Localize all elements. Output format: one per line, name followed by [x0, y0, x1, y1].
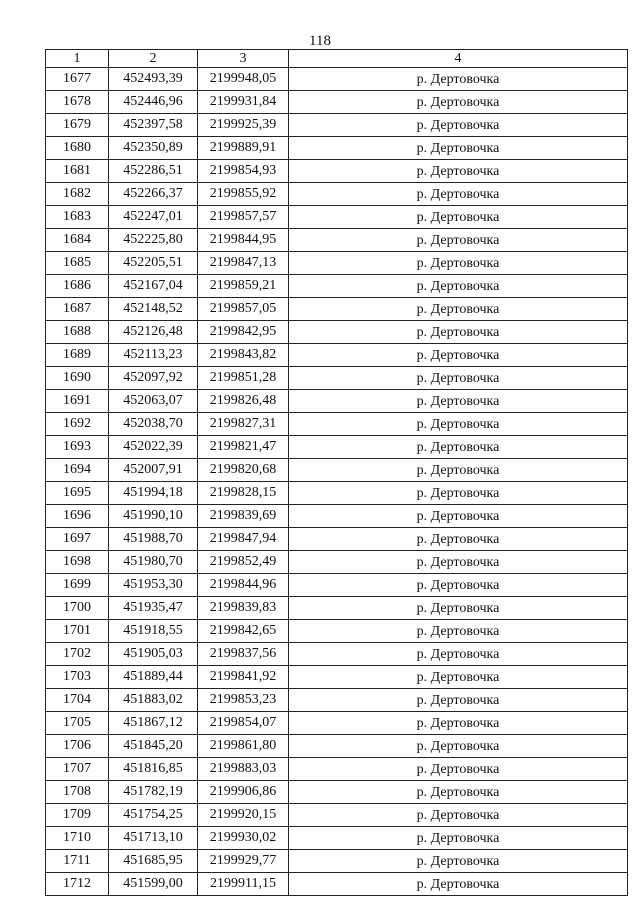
y-coordinate-cell: 2199855,92 [198, 183, 289, 206]
table-row [46, 643, 628, 666]
x-coordinate-cell: 452205,51 [109, 252, 198, 275]
x-coordinate-cell: 451994,18 [109, 482, 198, 505]
object-name-cell: р. Дертовочка [289, 597, 628, 620]
point-number-cell: 1687 [46, 298, 109, 321]
table-row [46, 459, 628, 482]
point-number-cell: 1688 [46, 321, 109, 344]
point-number-cell: 1693 [46, 436, 109, 459]
point-number-cell: 1692 [46, 413, 109, 436]
y-coordinate-cell: 2199826,48 [198, 390, 289, 413]
y-coordinate-cell: 2199847,94 [198, 528, 289, 551]
table-row [46, 505, 628, 528]
table-row [46, 689, 628, 712]
y-coordinate-cell: 2199925,39 [198, 114, 289, 137]
point-number-cell: 1697 [46, 528, 109, 551]
x-coordinate-cell: 452350,89 [109, 137, 198, 160]
y-coordinate-cell: 2199842,65 [198, 620, 289, 643]
x-coordinate-cell: 451685,95 [109, 850, 198, 873]
y-coordinate-cell: 2199948,05 [198, 68, 289, 91]
point-number-cell: 1679 [46, 114, 109, 137]
x-coordinate-cell: 451905,03 [109, 643, 198, 666]
x-coordinate-cell: 451889,44 [109, 666, 198, 689]
object-name-cell: р. Дертовочка [289, 850, 628, 873]
object-name-cell: р. Дертовочка [289, 643, 628, 666]
object-name-cell: р. Дертовочка [289, 804, 628, 827]
x-coordinate-cell: 451935,47 [109, 597, 198, 620]
object-name-cell: р. Дертовочка [289, 505, 628, 528]
x-coordinate-cell: 452038,70 [109, 413, 198, 436]
y-coordinate-cell: 2199837,56 [198, 643, 289, 666]
y-coordinate-cell: 2199828,15 [198, 482, 289, 505]
y-coordinate-cell: 2199861,80 [198, 735, 289, 758]
y-coordinate-cell: 2199827,31 [198, 413, 289, 436]
x-coordinate-cell: 452007,91 [109, 459, 198, 482]
point-number-cell: 1705 [46, 712, 109, 735]
point-number-cell: 1702 [46, 643, 109, 666]
column-header-3: 3 [198, 50, 289, 68]
x-coordinate-cell: 452097,92 [109, 367, 198, 390]
point-number-cell: 1699 [46, 574, 109, 597]
object-name-cell: р. Дертовочка [289, 459, 628, 482]
point-number-cell: 1691 [46, 390, 109, 413]
table-row [46, 183, 628, 206]
object-name-cell: р. Дертовочка [289, 436, 628, 459]
point-number-cell: 1690 [46, 367, 109, 390]
y-coordinate-cell: 2199847,13 [198, 252, 289, 275]
object-name-cell: р. Дертовочка [289, 666, 628, 689]
y-coordinate-cell: 2199854,07 [198, 712, 289, 735]
x-coordinate-cell: 451713,10 [109, 827, 198, 850]
x-coordinate-cell: 452126,48 [109, 321, 198, 344]
table-row [46, 735, 628, 758]
y-coordinate-cell: 2199821,47 [198, 436, 289, 459]
table-row [46, 206, 628, 229]
table-row [46, 390, 628, 413]
table-row [46, 436, 628, 459]
x-coordinate-cell: 452286,51 [109, 160, 198, 183]
y-coordinate-cell: 2199889,91 [198, 137, 289, 160]
table-row [46, 298, 628, 321]
x-coordinate-cell: 451867,12 [109, 712, 198, 735]
point-number-cell: 1708 [46, 781, 109, 804]
object-name-cell: р. Дертовочка [289, 321, 628, 344]
point-number-cell: 1689 [46, 344, 109, 367]
x-coordinate-cell: 452022,39 [109, 436, 198, 459]
column-header-2: 2 [109, 50, 198, 68]
x-coordinate-cell: 451918,55 [109, 620, 198, 643]
page-number: 118 [309, 33, 331, 49]
x-coordinate-cell: 452493,39 [109, 68, 198, 91]
object-name-cell: р. Дертовочка [289, 275, 628, 298]
object-name-cell: р. Дертовочка [289, 160, 628, 183]
object-name-cell: р. Дертовочка [289, 68, 628, 91]
x-coordinate-cell: 452148,52 [109, 298, 198, 321]
table-row [46, 551, 628, 574]
y-coordinate-cell: 2199853,23 [198, 689, 289, 712]
table-row [46, 482, 628, 505]
point-number-cell: 1701 [46, 620, 109, 643]
x-coordinate-cell: 452167,04 [109, 275, 198, 298]
object-name-cell: р. Дертовочка [289, 758, 628, 781]
object-name-cell: р. Дертовочка [289, 574, 628, 597]
table-body [46, 68, 628, 896]
point-number-cell: 1703 [46, 666, 109, 689]
point-number-cell: 1681 [46, 160, 109, 183]
column-header-4: 4 [289, 50, 628, 68]
table-row [46, 321, 628, 344]
y-coordinate-cell: 2199820,68 [198, 459, 289, 482]
object-name-cell: р. Дертовочка [289, 114, 628, 137]
point-number-cell: 1684 [46, 229, 109, 252]
table-row [46, 344, 628, 367]
table-row [46, 413, 628, 436]
y-coordinate-cell: 2199839,83 [198, 597, 289, 620]
table-row [46, 91, 628, 114]
y-coordinate-cell: 2199839,69 [198, 505, 289, 528]
table-row [46, 827, 628, 850]
point-number-cell: 1710 [46, 827, 109, 850]
point-number-cell: 1698 [46, 551, 109, 574]
object-name-cell: р. Дертовочка [289, 91, 628, 114]
y-coordinate-cell: 2199844,96 [198, 574, 289, 597]
y-coordinate-cell: 2199852,49 [198, 551, 289, 574]
coordinates-table [45, 49, 628, 896]
object-name-cell: р. Дертовочка [289, 620, 628, 643]
table-row [46, 620, 628, 643]
y-coordinate-cell: 2199931,84 [198, 91, 289, 114]
object-name-cell: р. Дертовочка [289, 252, 628, 275]
object-name-cell: р. Дертовочка [289, 712, 628, 735]
point-number-cell: 1700 [46, 597, 109, 620]
y-coordinate-cell: 2199844,95 [198, 229, 289, 252]
y-coordinate-cell: 2199842,95 [198, 321, 289, 344]
point-number-cell: 1706 [46, 735, 109, 758]
y-coordinate-cell: 2199857,05 [198, 298, 289, 321]
x-coordinate-cell: 452225,80 [109, 229, 198, 252]
x-coordinate-cell: 451953,30 [109, 574, 198, 597]
y-coordinate-cell: 2199883,03 [198, 758, 289, 781]
y-coordinate-cell: 2199859,21 [198, 275, 289, 298]
object-name-cell: р. Дертовочка [289, 781, 628, 804]
object-name-cell: р. Дертовочка [289, 137, 628, 160]
y-coordinate-cell: 2199841,92 [198, 666, 289, 689]
point-number-cell: 1686 [46, 275, 109, 298]
table-row [46, 275, 628, 298]
point-number-cell: 1707 [46, 758, 109, 781]
y-coordinate-cell: 2199920,15 [198, 804, 289, 827]
x-coordinate-cell: 452113,23 [109, 344, 198, 367]
table-row [46, 758, 628, 781]
object-name-cell: р. Дертовочка [289, 735, 628, 758]
point-number-cell: 1683 [46, 206, 109, 229]
object-name-cell: р. Дертовочка [289, 482, 628, 505]
x-coordinate-cell: 452063,07 [109, 390, 198, 413]
point-number-cell: 1704 [46, 689, 109, 712]
table-row [46, 367, 628, 390]
y-coordinate-cell: 2199843,82 [198, 344, 289, 367]
object-name-cell: р. Дертовочка [289, 390, 628, 413]
point-number-cell: 1682 [46, 183, 109, 206]
table-row [46, 252, 628, 275]
y-coordinate-cell: 2199857,57 [198, 206, 289, 229]
point-number-cell: 1678 [46, 91, 109, 114]
x-coordinate-cell: 451599,00 [109, 873, 198, 896]
x-coordinate-cell: 451816,85 [109, 758, 198, 781]
point-number-cell: 1695 [46, 482, 109, 505]
table-row [46, 781, 628, 804]
table-row [46, 712, 628, 735]
x-coordinate-cell: 451754,25 [109, 804, 198, 827]
object-name-cell: р. Дертовочка [289, 528, 628, 551]
column-header-1: 1 [46, 50, 109, 68]
table-row [46, 804, 628, 827]
x-coordinate-cell: 451988,70 [109, 528, 198, 551]
object-name-cell: р. Дертовочка [289, 298, 628, 321]
x-coordinate-cell: 451990,10 [109, 505, 198, 528]
object-name-cell: р. Дертовочка [289, 689, 628, 712]
object-name-cell: р. Дертовочка [289, 551, 628, 574]
table-row [46, 873, 628, 896]
object-name-cell: р. Дертовочка [289, 367, 628, 390]
table-row [46, 160, 628, 183]
table-row [46, 114, 628, 137]
y-coordinate-cell: 2199930,02 [198, 827, 289, 850]
table-row [46, 528, 628, 551]
table-row [46, 68, 628, 91]
x-coordinate-cell: 452397,58 [109, 114, 198, 137]
x-coordinate-cell: 451980,70 [109, 551, 198, 574]
point-number-cell: 1712 [46, 873, 109, 896]
x-coordinate-cell: 451883,02 [109, 689, 198, 712]
table-row [46, 137, 628, 160]
point-number-cell: 1677 [46, 68, 109, 91]
object-name-cell: р. Дертовочка [289, 229, 628, 252]
y-coordinate-cell: 2199929,77 [198, 850, 289, 873]
point-number-cell: 1711 [46, 850, 109, 873]
table-row [46, 229, 628, 252]
point-number-cell: 1680 [46, 137, 109, 160]
table-row [46, 574, 628, 597]
y-coordinate-cell: 2199911,15 [198, 873, 289, 896]
table-row [46, 666, 628, 689]
table-header-row [46, 50, 628, 68]
y-coordinate-cell: 2199906,86 [198, 781, 289, 804]
x-coordinate-cell: 452446,96 [109, 91, 198, 114]
point-number-cell: 1696 [46, 505, 109, 528]
x-coordinate-cell: 452266,37 [109, 183, 198, 206]
x-coordinate-cell: 451782,19 [109, 781, 198, 804]
y-coordinate-cell: 2199854,93 [198, 160, 289, 183]
table-row [46, 850, 628, 873]
object-name-cell: р. Дертовочка [289, 873, 628, 896]
point-number-cell: 1709 [46, 804, 109, 827]
x-coordinate-cell: 452247,01 [109, 206, 198, 229]
y-coordinate-cell: 2199851,28 [198, 367, 289, 390]
object-name-cell: р. Дертовочка [289, 827, 628, 850]
x-coordinate-cell: 451845,20 [109, 735, 198, 758]
point-number-cell: 1685 [46, 252, 109, 275]
object-name-cell: р. Дертовочка [289, 183, 628, 206]
table-row [46, 597, 628, 620]
object-name-cell: р. Дертовочка [289, 413, 628, 436]
object-name-cell: р. Дертовочка [289, 206, 628, 229]
object-name-cell: р. Дертовочка [289, 344, 628, 367]
point-number-cell: 1694 [46, 459, 109, 482]
